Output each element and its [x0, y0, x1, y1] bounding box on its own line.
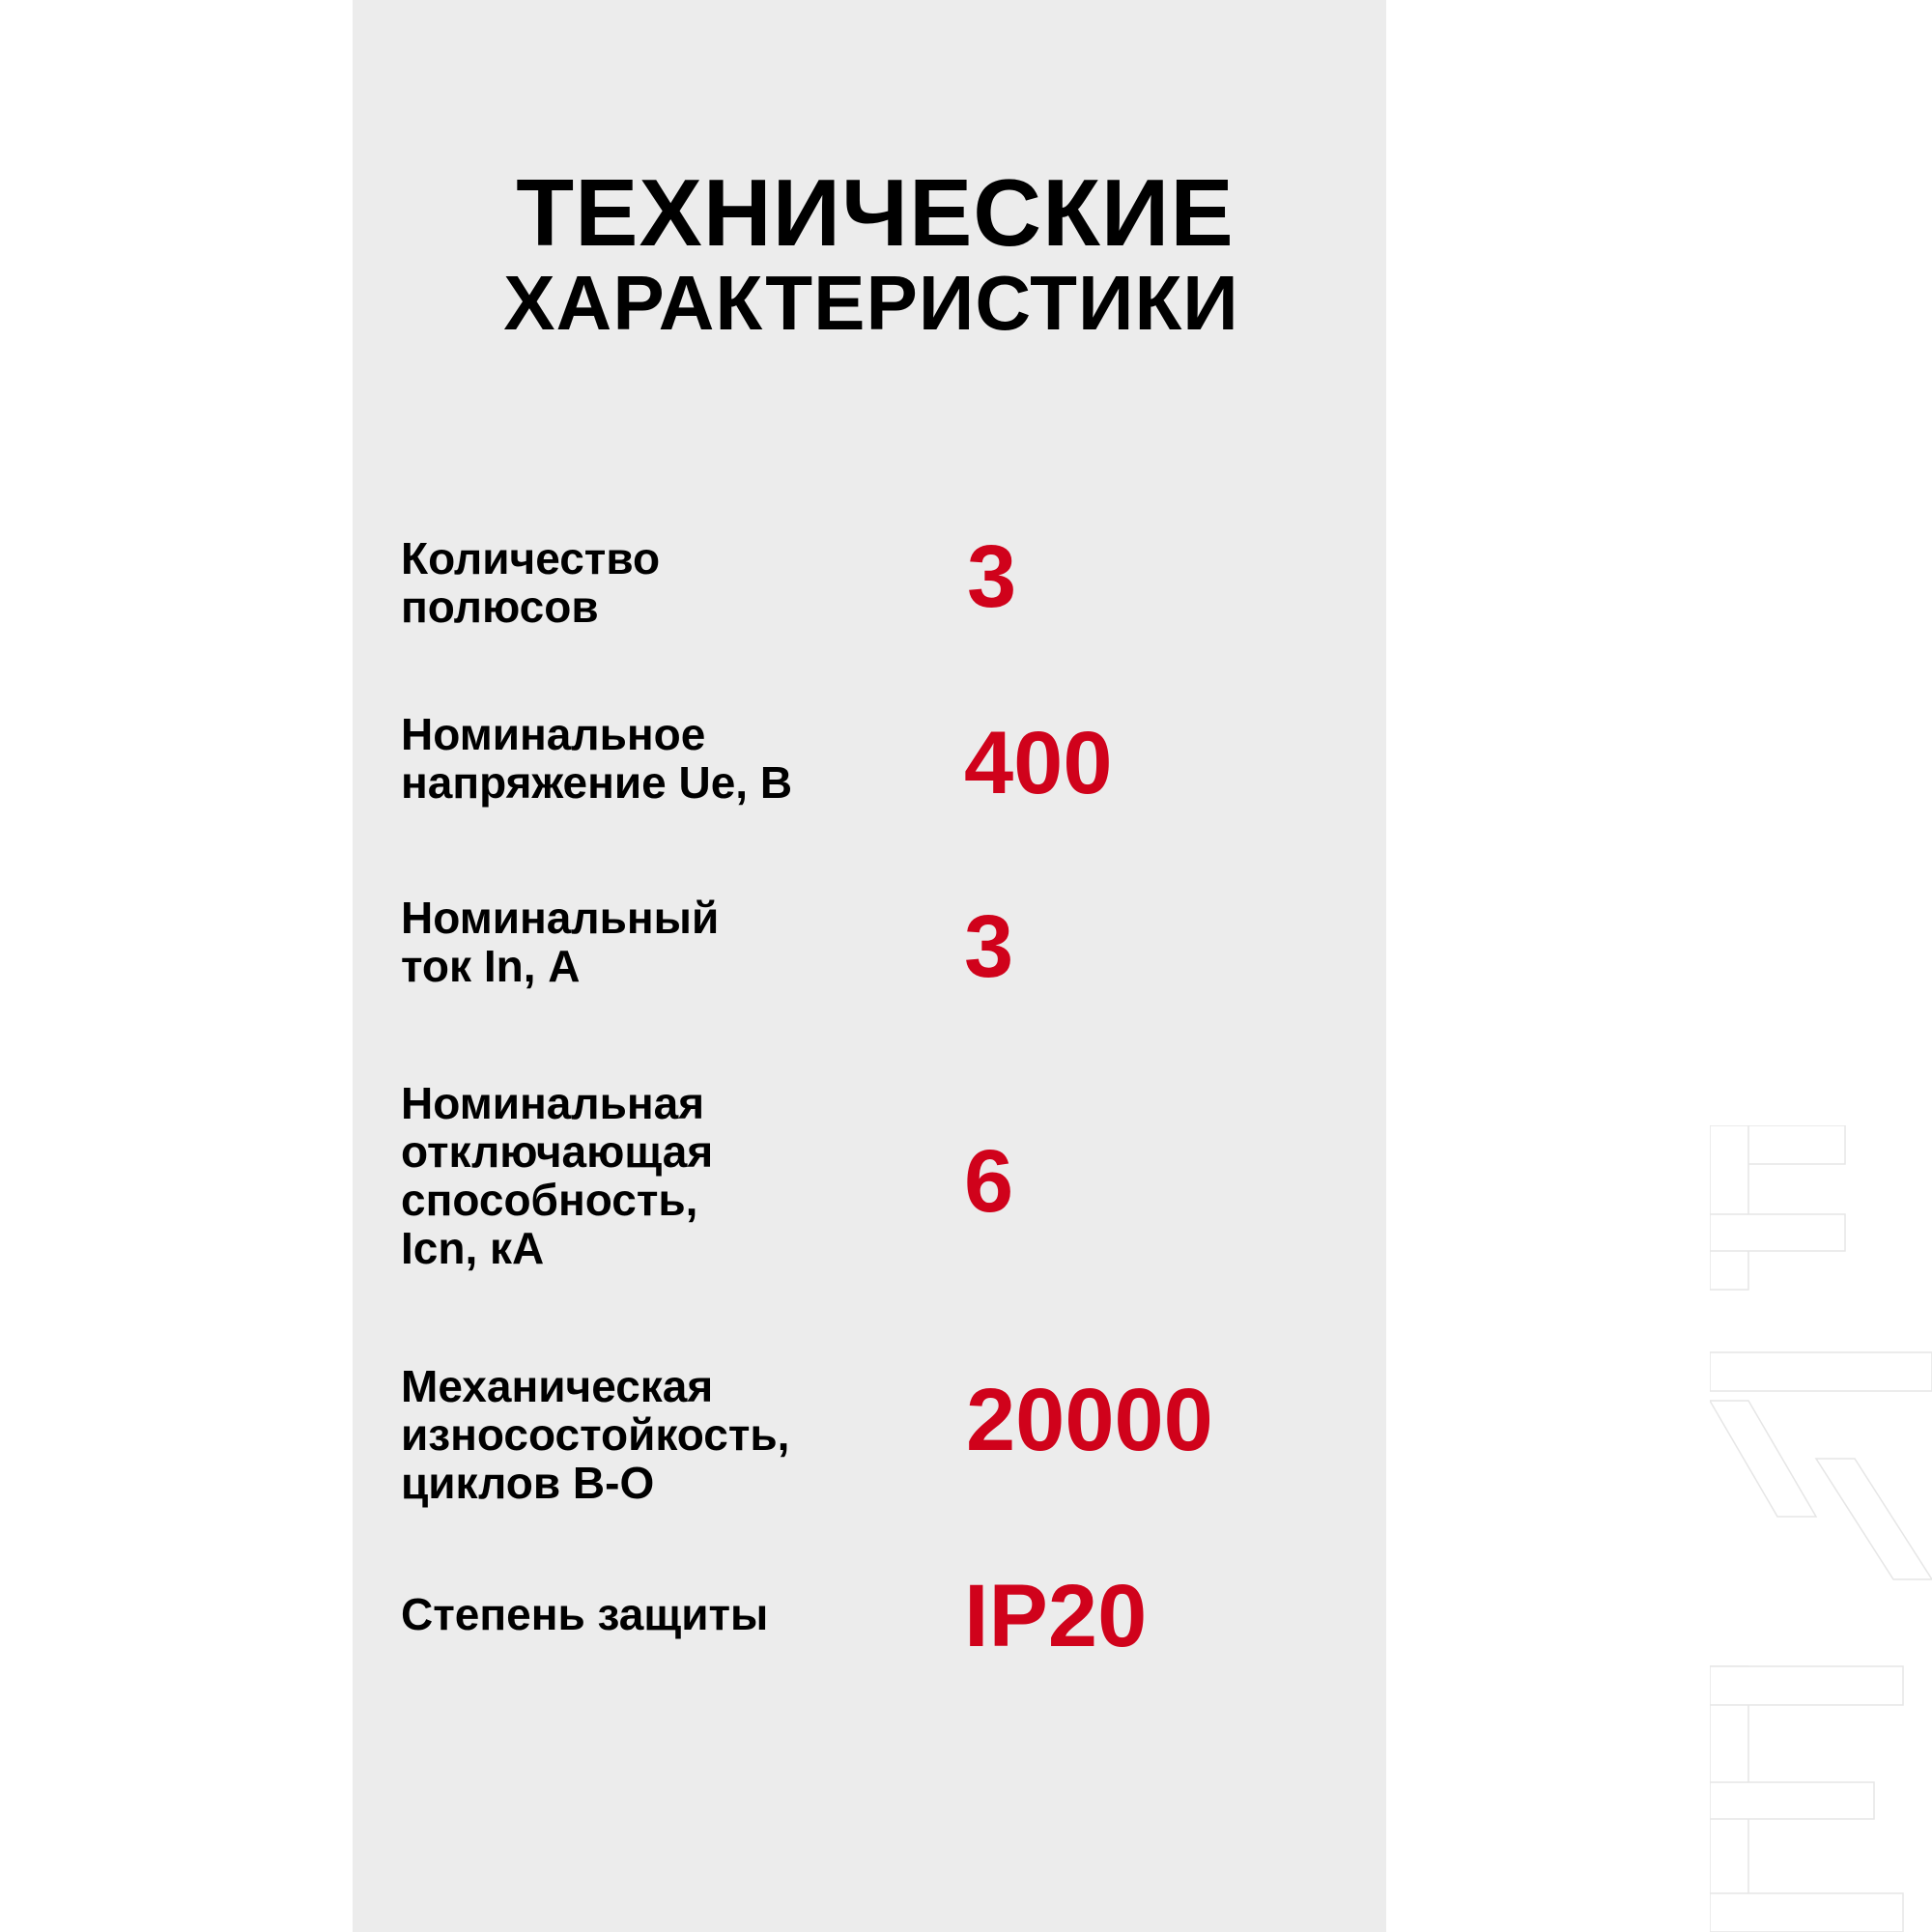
page-title-line-2: ХАРАКТЕРИСТИКИ — [503, 260, 1239, 346]
spec-label-breaking-capacity: Номинальная отключающая способность, Icn, кА — [401, 1078, 714, 1273]
logo-f-stem — [1710, 1125, 1748, 1290]
spec-label-poles: Количество полюсов — [401, 533, 661, 632]
logo-k-upper-diagonal — [1710, 1401, 1816, 1517]
spec-value-breaking-capacity: 6 — [964, 1132, 1014, 1231]
logo-e-bottom-bar — [1710, 1893, 1903, 1932]
spec-value-mechanical-endurance: 20000 — [966, 1371, 1213, 1469]
spec-value-current: 3 — [964, 897, 1014, 996]
ekf-logo — [1710, 1125, 1932, 1932]
spec-value-voltage: 400 — [964, 714, 1113, 812]
spec-value-poles: 3 — [967, 527, 1017, 626]
spec-label-voltage: Номинальное напряжение Ue, В — [401, 709, 793, 808]
logo-k-lower-diagonal — [1816, 1459, 1932, 1579]
spec-label-protection-degree: Степень защиты — [401, 1589, 769, 1639]
logo-e-top-bar — [1710, 1666, 1903, 1705]
logo-k-stem — [1710, 1352, 1932, 1391]
spec-label-mechanical-endurance: Механическая износостойкость, циклов В-О — [401, 1361, 790, 1508]
page-title-line-1: ТЕХНИЧЕСКИЕ — [516, 159, 1235, 266]
logo-e-mid-bar — [1710, 1782, 1874, 1819]
logo-f-mid-bar — [1710, 1214, 1845, 1251]
spec-label-current: Номинальный ток In, А — [401, 893, 720, 991]
spec-value-protection-degree: IP20 — [964, 1567, 1148, 1665]
